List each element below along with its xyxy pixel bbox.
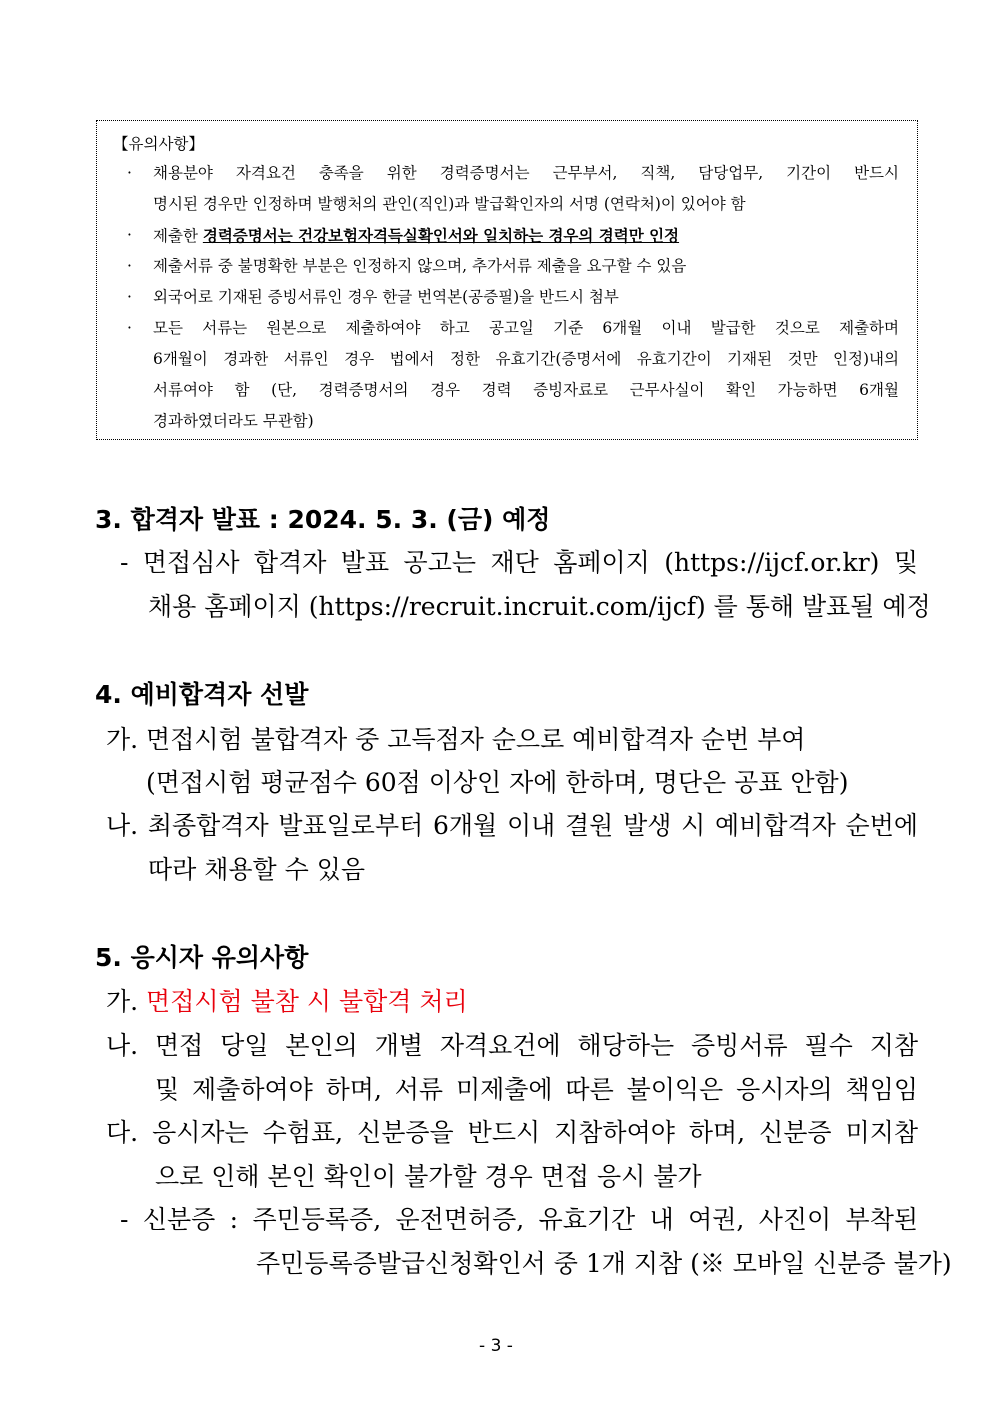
section4-heading: 4. 예비합격자 선발 <box>95 680 309 709</box>
section4-line: (면접시험 평균점수 60점 이상인 자에 한하며, 명단은 공표 안함) <box>146 768 849 797</box>
section5-line: 다. 응시자는 수험표, 신분증을 반드시 지참하여야 하며, 신분증 미지참 <box>106 1118 918 1147</box>
notice-line: 제출서류 중 불명확한 부분은 인정하지 않으며, 추가서류 제출을 요구할 수 있음 <box>153 257 687 275</box>
section5-heading: 5. 응시자 유의사항 <box>95 943 309 972</box>
bullet-icon: · <box>127 226 132 244</box>
notice-prefix: 제출한 <box>153 227 203 245</box>
notice-box <box>96 120 918 440</box>
item-label: 가. <box>106 987 147 1016</box>
section5-line: - 신분증 : 주민등록증, 운전면허증, 유효기간 내 여권, 사진이 부착된 <box>120 1205 918 1234</box>
bullet-icon: · <box>127 164 132 182</box>
section3-line: - 면접심사 합격자 발표 공고는 재단 홈페이지 (https://ijcf.or.kr) 및 <box>120 548 918 577</box>
notice-line: 6개월이 경과한 서류인 경우 법에서 정한 유효기간(증명서에 유효기간이 기재된 것만 인정)내의 <box>153 350 899 368</box>
notice-emphasis: 경력증명서는 건강보험자격득실확인서와 일치하는 경우의 경력만 인정 <box>202 226 680 245</box>
notice-line: 채용분야 자격요건 충족을 위한 경력증명서는 근무부서, 직책, 담당업무, 기간이 반드시 <box>153 164 899 182</box>
section3-heading: 3. 합격자 발표 : 2024. 5. 3. (금) 예정 <box>95 505 551 534</box>
notice-line <box>153 220 899 252</box>
section5-item-ga <box>106 982 468 1018</box>
bullet-icon: · <box>127 288 132 306</box>
section5-line: 및 제출하여야 하며, 서류 미제출에 따른 불이익은 응시자의 책임임 <box>155 1075 918 1104</box>
section5-line: 나. 면접 당일 본인의 개별 자격요건에 해당하는 증빙서류 필수 지참 <box>106 1031 918 1060</box>
bullet-icon: · <box>127 319 132 337</box>
section4-line: 가. 면접시험 불합격자 중 고득점자 순으로 예비합격자 순번 부여 <box>106 725 806 754</box>
page-number: - 3 - <box>479 1336 513 1356</box>
section3-line: 채용 홈페이지 (https://recruit.incruit.com/ijcf) 를 통해 발표될 예정 <box>148 592 931 621</box>
notice-line: 명시된 경우만 인정하며 발행처의 관인(직인)과 발급확인자의 서명 (연락처)이 있어야 함 <box>153 195 746 213</box>
bullet-icon: · <box>127 257 132 275</box>
section4-line: 따라 채용할 수 있음 <box>148 855 366 884</box>
section4-line: 나. 최종합격자 발표일로부터 6개월 이내 결원 발생 시 예비합격자 순번에 <box>106 811 918 840</box>
section5-line: 주민등록증발급신청확인서 중 1개 지참 (※ 모바일 신분증 불가) <box>256 1249 952 1278</box>
absence-warning: 면접시험 불참 시 불합격 처리 <box>146 987 468 1016</box>
notice-line: 외국어로 기재된 증빙서류인 경우 한글 번역본(공증필)을 반드시 첨부 <box>153 288 619 306</box>
notice-line: 서류여야 함 (단, 경력증명서의 경우 경력 증빙자료로 근무사실이 확인 가능하면 6개월 <box>153 381 899 399</box>
section5-line: 으로 인해 본인 확인이 불가할 경우 면접 응시 불가 <box>155 1162 702 1191</box>
notice-line: 모든 서류는 원본으로 제출하여야 하고 공고일 기준 6개월 이내 발급한 것으로 제출하며 <box>153 319 899 337</box>
notice-line: 경과하였더라도 무관함) <box>153 412 314 430</box>
notice-title: 【유의사항】 <box>113 135 204 153</box>
